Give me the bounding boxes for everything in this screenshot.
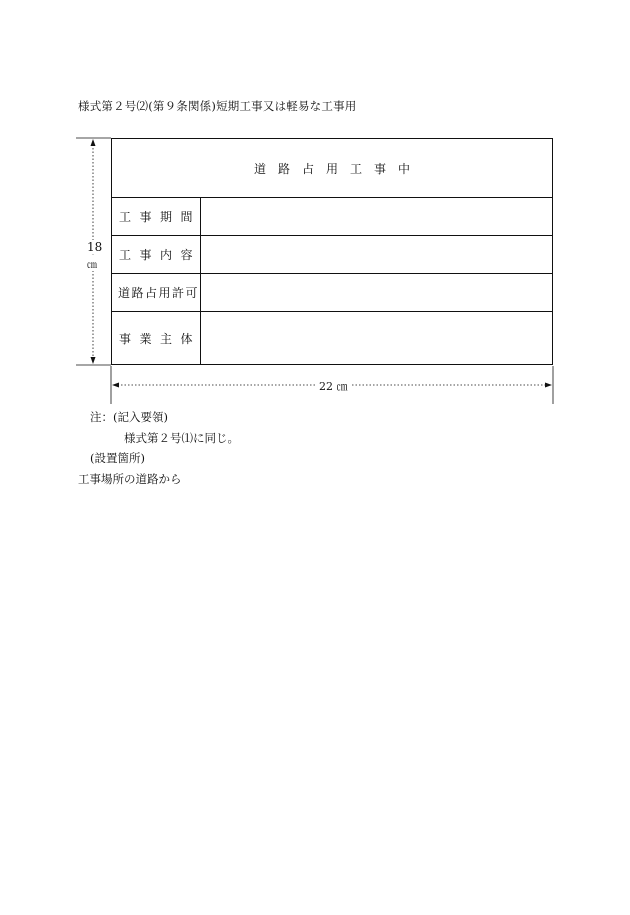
- row-construction-period: [112, 197, 552, 235]
- note-location-heading: (設置箇所): [90, 451, 145, 465]
- row-business-entity: [112, 311, 552, 364]
- row-label-road-occupancy-permit: 道路占用許可: [112, 274, 201, 311]
- signboard-title: 道路占用工事中: [253, 161, 422, 176]
- signboard: [111, 138, 553, 365]
- note-entry-text: 様式第２号⑴に同じ。: [124, 431, 239, 445]
- row-label-construction-period: 工事期間: [112, 198, 201, 235]
- row-label-business-entity: 事業主体: [112, 312, 201, 364]
- row-label-construction-content: 工事内容: [112, 236, 201, 273]
- height-dimension-unit: ㎝: [86, 256, 98, 271]
- row-road-occupancy-permit: [112, 273, 552, 311]
- row-construction-content: [112, 235, 552, 273]
- note-location-text: 工事場所の道路から: [78, 472, 182, 486]
- row-value-road-occupancy-permit: [201, 274, 552, 311]
- row-value-construction-content: [201, 236, 552, 273]
- row-value-construction-period: [201, 198, 552, 235]
- height-dimension-number: 18: [87, 240, 103, 254]
- row-value-business-entity: [201, 312, 552, 364]
- form-heading: 様式第２号⑵(第９条関係)短期工事又は軽易な工事用: [78, 99, 357, 113]
- width-dimension-label: 22 ㎝: [315, 378, 352, 394]
- note-entry-heading: 注：(記入要領): [90, 410, 168, 424]
